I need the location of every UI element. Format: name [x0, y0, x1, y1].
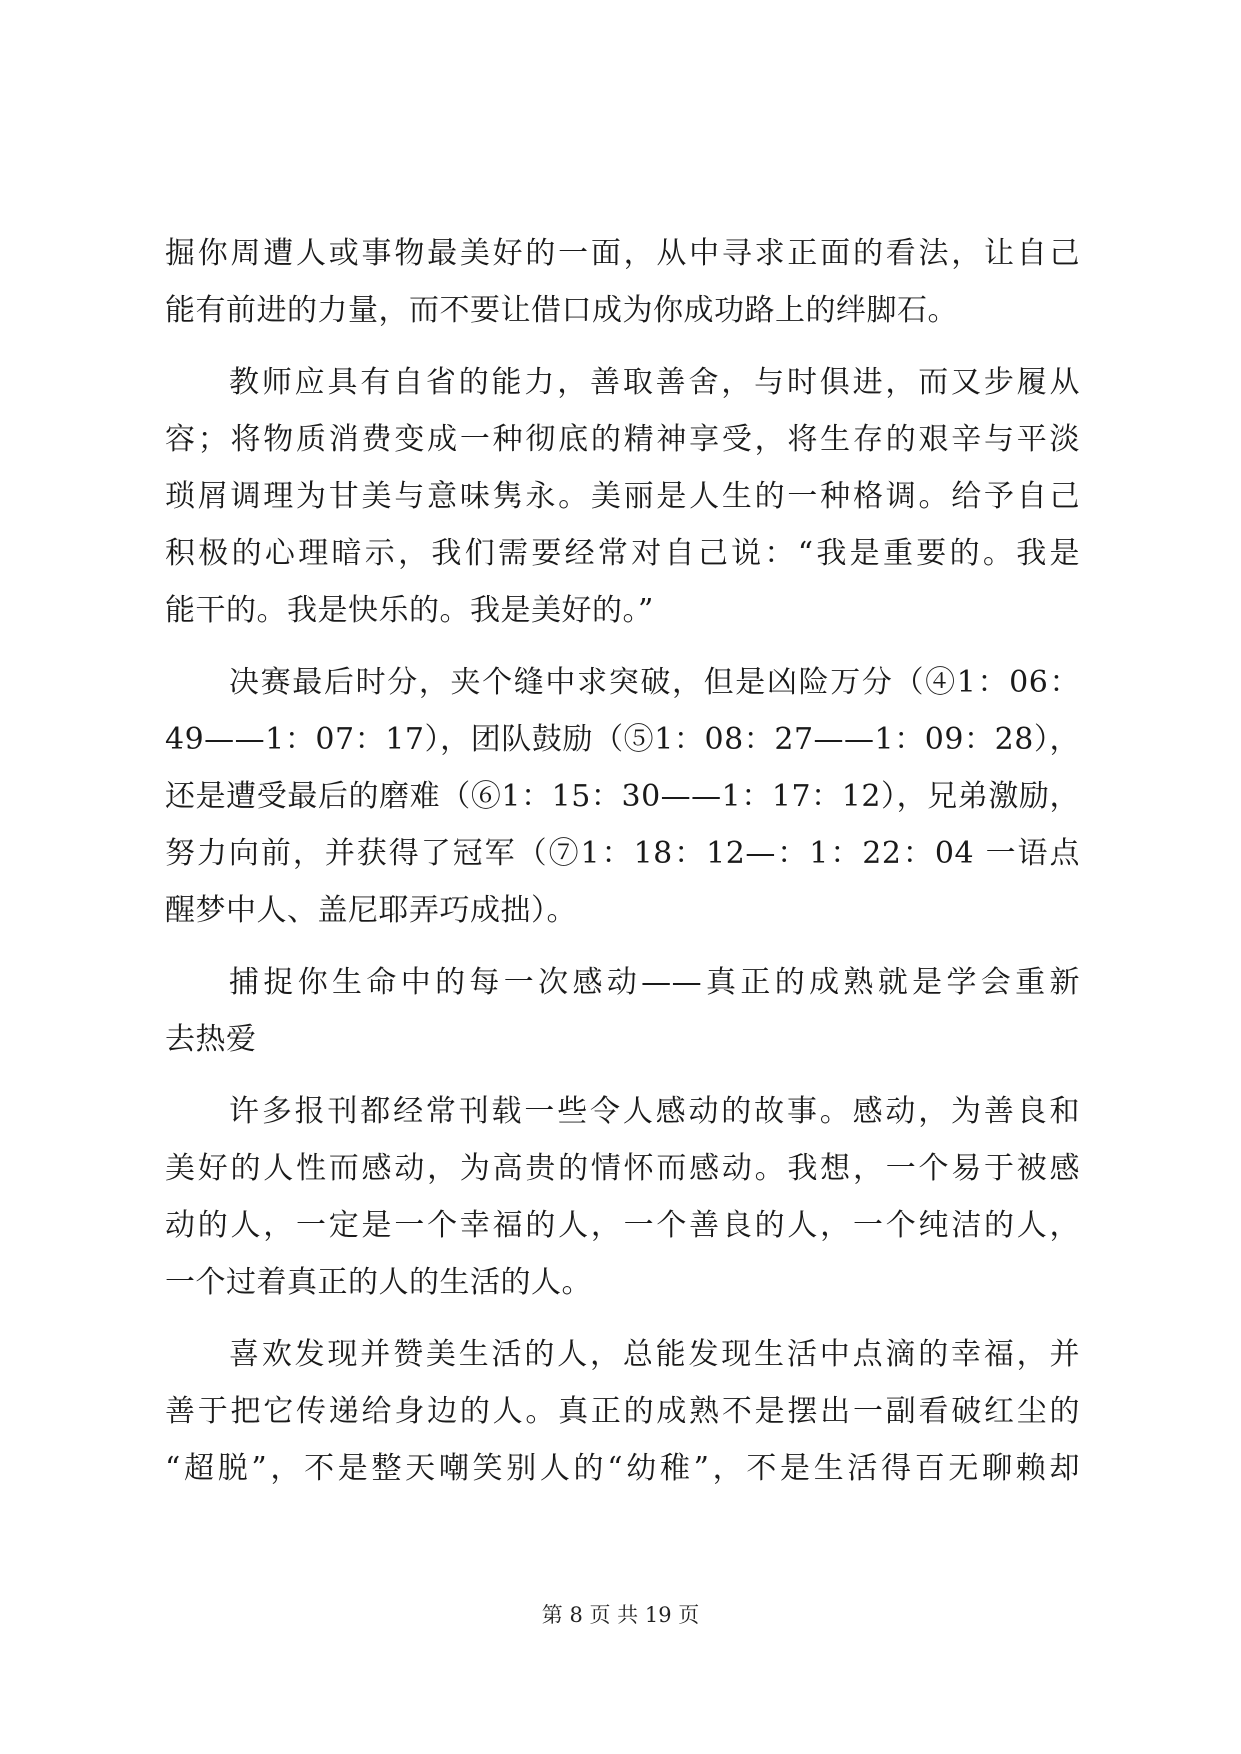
text-line: 美好的人性而感动，为高贵的情怀而感动。我想，一个易于被感 [165, 1151, 1080, 1186]
text-line: “超脱”，不是整天嘲笑别人的“幼稚”，不是生活得百无聊赖却 [165, 1451, 1080, 1486]
paragraph-section-heading [165, 954, 1080, 1068]
text-line: 琐屑调理为甘美与意味隽永。美丽是人生的一种格调。给予自己 [165, 479, 1080, 514]
text-line: 49——1：07：17），团队鼓励（⑤1：08：27——1：09：28）， [165, 722, 1080, 757]
document-body [165, 225, 1080, 1497]
paragraph-appreciate-life [165, 1326, 1080, 1497]
text-line: 教师应具有自省的能力，善取善舍，与时俱进，而又步履从 [229, 365, 1080, 400]
text-line: 醒梦中人、盖尼耶弄巧成拙）。 [165, 893, 577, 928]
text-line: 喜欢发现并赞美生活的人，总能发现生活中点滴的幸福，并 [229, 1337, 1080, 1372]
text-line: 去热爱 [165, 1022, 257, 1057]
text-line: 善于把它传递给身边的人。真正的成熟不是摆出一副看破红尘的 [165, 1394, 1080, 1429]
text-line: 还是遭受最后的磨难（⑥1：15：30——1：17：12），兄弟激励， [165, 779, 1080, 814]
page-footer [0, 1600, 1241, 1630]
text-line: 能有前进的力量，而不要让借口成为你成功路上的绊脚石。 [165, 293, 958, 328]
text-line: 决赛最后时分，夹个缝中求突破，但是凶险万分（④1：06： [229, 665, 1080, 700]
text-line: 积极的心理暗示，我们需要经常对自己说：“我是重要的。我是 [165, 536, 1080, 571]
text-line: 许多报刊都经常刊载一些令人感动的故事。感动，为善良和 [229, 1094, 1080, 1129]
paragraph-touching-stories [165, 1083, 1080, 1311]
paragraph-teacher-reflection [165, 354, 1080, 639]
text-line: 捕捉你生命中的每一次感动——真正的成熟就是学会重新 [229, 965, 1080, 1000]
text-line: 能干的。我是快乐的。我是美好的。” [165, 593, 654, 628]
page-number: 第 8 页 共 19 页 [541, 1603, 700, 1627]
text-line: 掘你周遭人或事物最美好的一面，从中寻求正面的看法，让自己 [165, 236, 1080, 271]
text-line: 动的人，一定是一个幸福的人，一个善良的人，一个纯洁的人， [165, 1208, 1080, 1243]
paragraph-final-match [165, 654, 1080, 939]
text-line: 努力向前，并获得了冠军（⑦1：18：12—：1：22：04 一语点 [165, 836, 1080, 871]
paragraph-continuation [165, 225, 1080, 339]
text-line: 容；将物质消费变成一种彻底的精神享受，将生存的艰辛与平淡 [165, 422, 1080, 457]
text-line: 一个过着真正的人的生活的人。 [165, 1265, 592, 1300]
